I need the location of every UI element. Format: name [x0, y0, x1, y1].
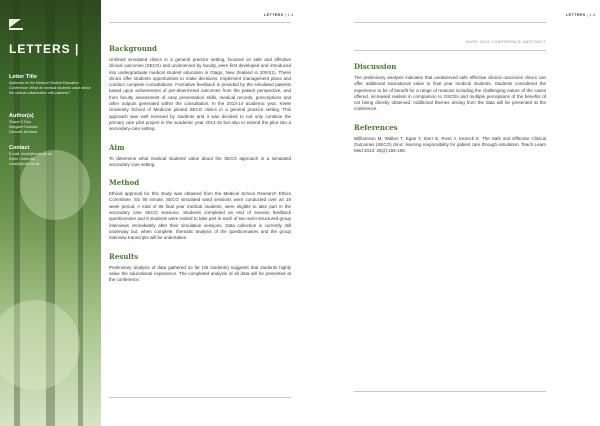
author-name: Shane O Dea: [9, 120, 31, 124]
aim-heading: Aim: [109, 142, 125, 152]
journal-logo-bar: [9, 28, 23, 30]
right-column: [354, 62, 546, 165]
method-text: Ethical approval for this study was obtained from the Medical School Research Ethics Committee. Six 90 minute, SECO simulated ward sessions were conducted over an 18 week period. A total of 95 final year medical students, were eligible to take part in the secondary care SECO sessions. Students completed an end of session feedback questionnaire and 8 students were invited to take part in each of two semi-structured group interviews immediately after their simulation sessions. Data collection is currently still underway but, when complete, thematic analysis of the questionnaires and the group interview transcripts will be undertaken.: [109, 191, 291, 241]
sidebar-panel: [0, 0, 101, 426]
left-page-label: LETTERS | 1-4: [264, 13, 294, 17]
left-column: [109, 44, 291, 293]
right-bottom-rule: [354, 391, 546, 392]
discussion-heading: Discussion: [354, 62, 397, 71]
right-top-rule: [354, 22, 546, 23]
left-bottom-rule: [109, 397, 291, 398]
contact-email[interactable]: E-mail: email@keele.ac.uk: [9, 152, 52, 156]
author-name: Margaret Dunstan: [9, 125, 38, 129]
letter-title-heading: Letter Title: [9, 74, 38, 80]
contact-heading: Contact: [9, 145, 30, 151]
authors-block: [9, 113, 95, 135]
background-text: Unlimed simulated clinics in a general practice setting, focused on safe and effective clinical outcomes (SECO) and unobserved by faculty, were first developed and introduced into undergraduate medical student education in Otago, New Zealand in 2004(1). These clinics offer students opportunities to make decisions, implement management plans and conduct complete consultations. Formative feedback is provided by the simulated patients based upon achievement of pre-determined outcomes from the patient perspective, and from faculty assessment of case presentation skills, medical records, prescriptions and other outputs generated within the consultation. In the 2013-14 academic year, Keele University School of Medicine piloted SECO clinics in a general practice setting. This approach was well received by students and it was decided to not only continue the primary care pilot project in the academic year 2014-15 but also to extend the pilot into a secondary-care setting.: [109, 57, 291, 132]
contact-affiliation: Keele University: [9, 157, 35, 161]
results-text: Preliminary analysis of data gathered so far (45 students) suggests that students highly value the educational experience. The completed analysis of all data will be presented at the conference.: [109, 264, 291, 283]
contact-block: [9, 145, 95, 167]
tree-trunk-decoration: [78, 0, 83, 426]
left-top-rule: [109, 22, 291, 23]
references-heading: References: [354, 122, 398, 132]
discussion-text: The preliminary analysis indicates that unobserved safe effective clinical outcomes clinics can offer additional educational value to final year medical students. Students considered the experience to be of benefit for a range of reasons including the challenging nature of the cases offered, increased realism in comparison to OSCEs and multiple perceptions of the benefits of not being directly observed. Additional themes arising from the data will be presented at the conference.: [354, 75, 546, 112]
aim-text: To determine what medical students value about the SECO approach in a simulated secondary care setting.: [109, 155, 291, 167]
references-text: Williamson M, Walker T, Egan T, Storr E, Ross J, Kenrick K. The Safe and Effective Clinical Outcomes (SECO) clinic: learning responsibility for patient care through simulation. Teach Learn Med 2013; 25(2):155-168.: [354, 135, 546, 154]
right-tag-rule: [354, 50, 546, 51]
results-heading: Results: [109, 251, 139, 261]
brand-title: LETTERS |: [9, 42, 80, 56]
contact-email-link[interactable]: email@keele.ac.uk: [9, 162, 40, 166]
letter-title-text: Abstracts for the Medical Student Education Conference: What do medical students value about the clinical collaboration with patients?: [9, 81, 91, 95]
method-heading: Method: [109, 178, 140, 188]
background-heading: Background: [109, 44, 157, 53]
abstract-tag: MARE 2015 CONFERENCE ABSTRACT: [465, 40, 546, 44]
light-glow-decoration: [0, 300, 80, 390]
authors-heading: Author(s): [9, 113, 34, 119]
letter-title-block: [9, 74, 95, 96]
journal-logo-icon: [9, 19, 21, 28]
right-page-label: LETTERS | 1-4: [566, 13, 596, 17]
author-name: Deborah Nickless: [9, 130, 38, 134]
